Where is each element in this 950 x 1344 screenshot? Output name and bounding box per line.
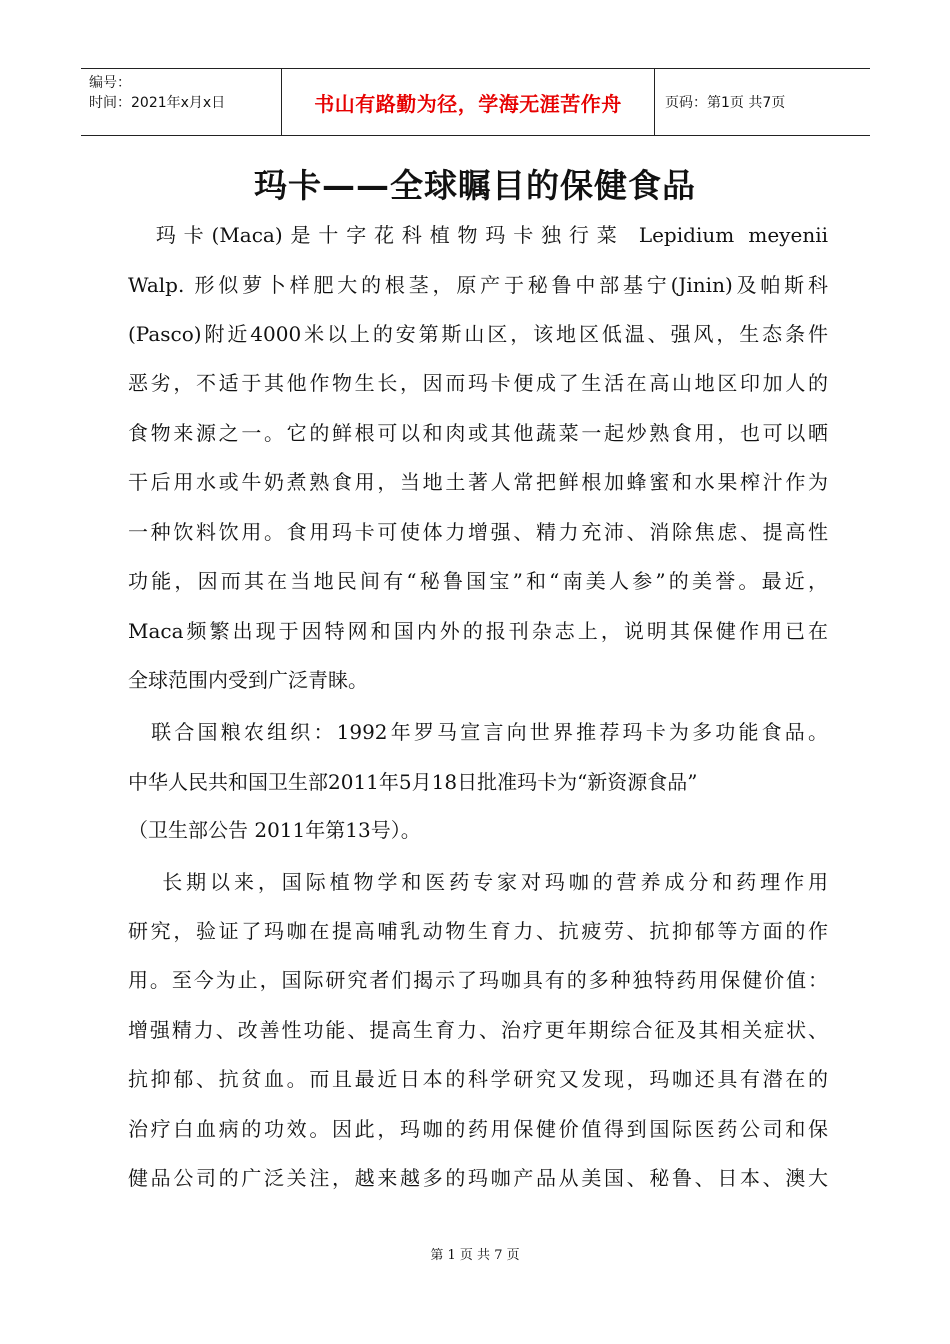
text-line: 用。至今为止，国际研究者们揭示了玛咖具有的多种独特药用保健价值： <box>128 968 828 992</box>
text-line: (Pasco)附近4000米以上的安第斯山区，该地区低温、强风，生态条件 <box>128 322 828 346</box>
text-line: 抗抑郁、抗贫血。而且最近日本的科学研究又发现，玛咖还具有潜在的 <box>128 1067 828 1091</box>
text-line: 增强精力、改善性功能、提高生育力、治疗更年期综合征及其相关症状、 <box>128 1018 828 1042</box>
text-line: Maca频繁出现于因特网和国内外的报刊杂志上，说明其保健作用已在 <box>128 619 828 643</box>
text-line: 玛卡(Maca)是十字花科植物玛卡独行菜 Lepidium meyenii <box>128 223 828 247</box>
header-page-info: 页码：第1页 共7页 <box>665 95 786 111</box>
text-line: 功能，因而其在当地民间有“秘鲁国宝”和“南美人参”的美誉。最近， <box>128 569 828 593</box>
page-header <box>81 68 870 136</box>
text-line: 恶劣，不适于其他作物生长，因而玛卡便成了生活在高山地区印加人的 <box>128 371 828 395</box>
header-motto: 书山有路勤为径，学海无涯苦作舟 <box>282 69 655 135</box>
document-title: 玛卡——全球瞩目的保健食品 <box>254 166 696 205</box>
header-meta <box>81 69 282 135</box>
text-line: 中华人民共和国卫生部2011年5月18日批准玛卡为“新资源食品” <box>128 770 698 794</box>
text-line: 长期以来，国际植物学和医药专家对玛咖的营养成分和药理作用 <box>128 870 828 894</box>
text-line: 健品公司的广泛关注，越来越多的玛咖产品从美国、秘鲁、日本、澳大 <box>128 1166 828 1190</box>
page-footer: 第 1 页 共 7 页 <box>430 1248 520 1263</box>
document-date: 时间：2021年x月x日 <box>89 95 226 111</box>
text-line: 食物来源之一。它的鲜根可以和肉或其他蔬菜一起炒熟食用，也可以晒 <box>128 421 828 445</box>
text-line: 研究，验证了玛咖在提高哺乳动物生育力、抗疲劳、抗抑郁等方面的作 <box>128 919 828 943</box>
text-line: 干后用水或牛奶煮熟食用，当地土著人常把鲜根加蜂蜜和水果榨汁作为 <box>128 470 828 494</box>
text-line: Walp. 形似萝卜样肥大的根茎，原产于秘鲁中部基宁(Jinin)及帕斯科 <box>128 273 828 297</box>
text-line: 联合国粮农组织：1992年罗马宣言向世界推荐玛卡为多功能食品。 <box>128 720 828 744</box>
text-line: 全球范围内受到广泛青睐。 <box>128 668 368 692</box>
text-line: 治疗白血病的功效。因此，玛咖的药用保健价值得到国际医药公司和保 <box>128 1117 828 1141</box>
text-line: （卫生部公告 2011年第13号）。 <box>128 818 421 842</box>
document-number: 编号： <box>89 75 131 91</box>
text-line: 一种饮料饮用。食用玛卡可使体力增强、精力充沛、消除焦虑、提高性 <box>128 520 828 544</box>
